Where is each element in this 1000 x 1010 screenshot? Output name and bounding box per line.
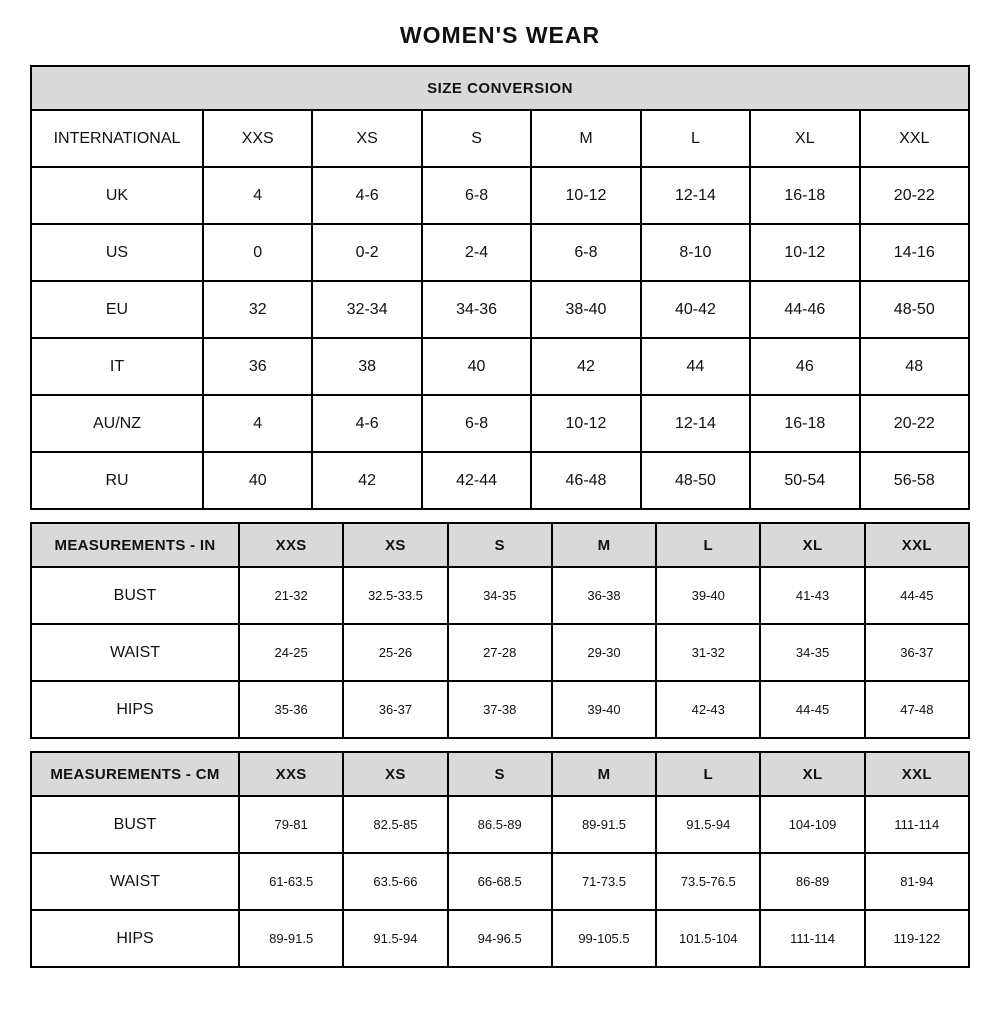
value-cell: 27-28 — [448, 624, 552, 681]
header-size-cell: M — [552, 523, 656, 567]
value-cell: 31-32 — [656, 624, 760, 681]
header-label-cell: MEASUREMENTS - CM — [31, 752, 239, 796]
value-cell: 4-6 — [312, 167, 421, 224]
table-header-row — [31, 523, 969, 567]
value-cell: 89-91.5 — [552, 796, 656, 853]
value-cell: 86-89 — [760, 853, 864, 910]
value-cell: 12-14 — [641, 395, 750, 452]
value-cell: 35-36 — [239, 681, 343, 738]
header-size-cell: XS — [343, 752, 447, 796]
value-cell: 119-122 — [865, 910, 969, 967]
header-size-cell: S — [422, 110, 531, 167]
value-cell: 25-26 — [343, 624, 447, 681]
value-cell: 91.5-94 — [343, 910, 447, 967]
value-cell: 47-48 — [865, 681, 969, 738]
value-cell: 101.5-104 — [656, 910, 760, 967]
value-cell: 40-42 — [641, 281, 750, 338]
table-row — [31, 338, 969, 395]
value-cell: 46-48 — [531, 452, 640, 509]
value-cell: 99-105.5 — [552, 910, 656, 967]
value-cell: 12-14 — [641, 167, 750, 224]
value-cell: 44-45 — [865, 567, 969, 624]
header-size-cell: M — [531, 110, 640, 167]
row-label: RU — [31, 452, 203, 509]
page-title: WOMEN'S WEAR — [399, 22, 601, 48]
value-cell: 37-38 — [448, 681, 552, 738]
value-cell: 44-45 — [760, 681, 864, 738]
header-size-cell: L — [641, 110, 750, 167]
value-cell: 14-16 — [860, 224, 969, 281]
value-cell: 40 — [422, 338, 531, 395]
value-cell: 61-63.5 — [239, 853, 343, 910]
value-cell: 40 — [203, 452, 312, 509]
row-label: HIPS — [31, 910, 239, 967]
value-cell: 20-22 — [860, 167, 969, 224]
value-cell: 38-40 — [531, 281, 640, 338]
table-row — [31, 281, 969, 338]
header-size-cell: XXL — [865, 752, 969, 796]
header-size-cell: XXL — [865, 523, 969, 567]
value-cell: 10-12 — [531, 167, 640, 224]
header-size-cell: XL — [750, 110, 859, 167]
value-cell: 6-8 — [422, 395, 531, 452]
value-cell: 41-43 — [760, 567, 864, 624]
measurements-in-body — [31, 523, 969, 738]
value-cell: 39-40 — [656, 567, 760, 624]
header-size-cell: XXS — [239, 752, 343, 796]
row-label: EU — [31, 281, 203, 338]
value-cell: 94-96.5 — [448, 910, 552, 967]
measurements-cm-body — [31, 752, 969, 967]
value-cell: 34-35 — [448, 567, 552, 624]
value-cell: 38 — [312, 338, 421, 395]
table-row — [31, 167, 969, 224]
value-cell: 63.5-66 — [343, 853, 447, 910]
size-conversion-table — [30, 65, 970, 510]
row-label: IT — [31, 338, 203, 395]
header-size-cell: XXL — [860, 110, 969, 167]
value-cell: 29-30 — [552, 624, 656, 681]
header-size-cell: L — [656, 752, 760, 796]
value-cell: 73.5-76.5 — [656, 853, 760, 910]
table-row — [31, 567, 969, 624]
header-size-cell: XXS — [203, 110, 312, 167]
value-cell: 66-68.5 — [448, 853, 552, 910]
table-title-row — [31, 66, 969, 110]
value-cell: 6-8 — [422, 167, 531, 224]
value-cell: 16-18 — [750, 167, 859, 224]
value-cell: 36-37 — [343, 681, 447, 738]
value-cell: 81-94 — [865, 853, 969, 910]
value-cell: 32 — [203, 281, 312, 338]
value-cell: 104-109 — [760, 796, 864, 853]
header-label-cell: INTERNATIONAL — [31, 110, 203, 167]
value-cell: 2-4 — [422, 224, 531, 281]
value-cell: 36-38 — [552, 567, 656, 624]
table-row — [31, 452, 969, 509]
header-size-cell: XS — [312, 110, 421, 167]
header-size-cell: XXS — [239, 523, 343, 567]
value-cell: 42 — [312, 452, 421, 509]
value-cell: 111-114 — [760, 910, 864, 967]
value-cell: 42 — [531, 338, 640, 395]
value-cell: 0 — [203, 224, 312, 281]
value-cell: 48-50 — [641, 452, 750, 509]
header-label-cell: MEASUREMENTS - IN — [31, 523, 239, 567]
row-label: HIPS — [31, 681, 239, 738]
value-cell: 4 — [203, 167, 312, 224]
value-cell: 42-43 — [656, 681, 760, 738]
table-header-row — [31, 752, 969, 796]
header-size-cell: M — [552, 752, 656, 796]
value-cell: 56-58 — [860, 452, 969, 509]
value-cell: 86.5-89 — [448, 796, 552, 853]
value-cell: 10-12 — [531, 395, 640, 452]
value-cell: 46 — [750, 338, 859, 395]
value-cell: 10-12 — [750, 224, 859, 281]
value-cell: 34-36 — [422, 281, 531, 338]
table-row — [31, 910, 969, 967]
value-cell: 8-10 — [641, 224, 750, 281]
value-cell: 4 — [203, 395, 312, 452]
size-conversion-body — [31, 66, 969, 509]
row-label: WAIST — [31, 853, 239, 910]
header-size-cell: XS — [343, 523, 447, 567]
value-cell: 6-8 — [531, 224, 640, 281]
value-cell: 89-91.5 — [239, 910, 343, 967]
value-cell: 39-40 — [552, 681, 656, 738]
value-cell: 91.5-94 — [656, 796, 760, 853]
value-cell: 44 — [641, 338, 750, 395]
value-cell: 42-44 — [422, 452, 531, 509]
header-size-cell: XL — [760, 752, 864, 796]
table-row — [31, 624, 969, 681]
value-cell: 79-81 — [239, 796, 343, 853]
table-row — [31, 395, 969, 452]
row-label: BUST — [31, 567, 239, 624]
header-size-cell: L — [656, 523, 760, 567]
value-cell: 21-32 — [239, 567, 343, 624]
table-row — [31, 681, 969, 738]
value-cell: 111-114 — [865, 796, 969, 853]
table-row — [31, 796, 969, 853]
row-label: UK — [31, 167, 203, 224]
value-cell: 32-34 — [312, 281, 421, 338]
value-cell: 20-22 — [860, 395, 969, 452]
row-label: BUST — [31, 796, 239, 853]
table-header-row — [31, 110, 969, 167]
value-cell: 82.5-85 — [343, 796, 447, 853]
value-cell: 44-46 — [750, 281, 859, 338]
table-row — [31, 224, 969, 281]
value-cell: 24-25 — [239, 624, 343, 681]
header-size-cell: S — [448, 523, 552, 567]
value-cell: 36-37 — [865, 624, 969, 681]
value-cell: 34-35 — [760, 624, 864, 681]
value-cell: 50-54 — [750, 452, 859, 509]
header-size-cell: XL — [760, 523, 864, 567]
row-label: US — [31, 224, 203, 281]
row-label: AU/NZ — [31, 395, 203, 452]
value-cell: 0-2 — [312, 224, 421, 281]
measurements-in-table — [30, 522, 970, 739]
measurements-cm-table — [30, 751, 970, 968]
value-cell: 71-73.5 — [552, 853, 656, 910]
value-cell: 4-6 — [312, 395, 421, 452]
value-cell: 36 — [203, 338, 312, 395]
row-label: WAIST — [31, 624, 239, 681]
value-cell: 32.5-33.5 — [343, 567, 447, 624]
value-cell: 48-50 — [860, 281, 969, 338]
value-cell: 16-18 — [750, 395, 859, 452]
table-title: SIZE CONVERSION — [31, 66, 969, 110]
header-size-cell: S — [448, 752, 552, 796]
table-row — [31, 853, 969, 910]
value-cell: 48 — [860, 338, 969, 395]
